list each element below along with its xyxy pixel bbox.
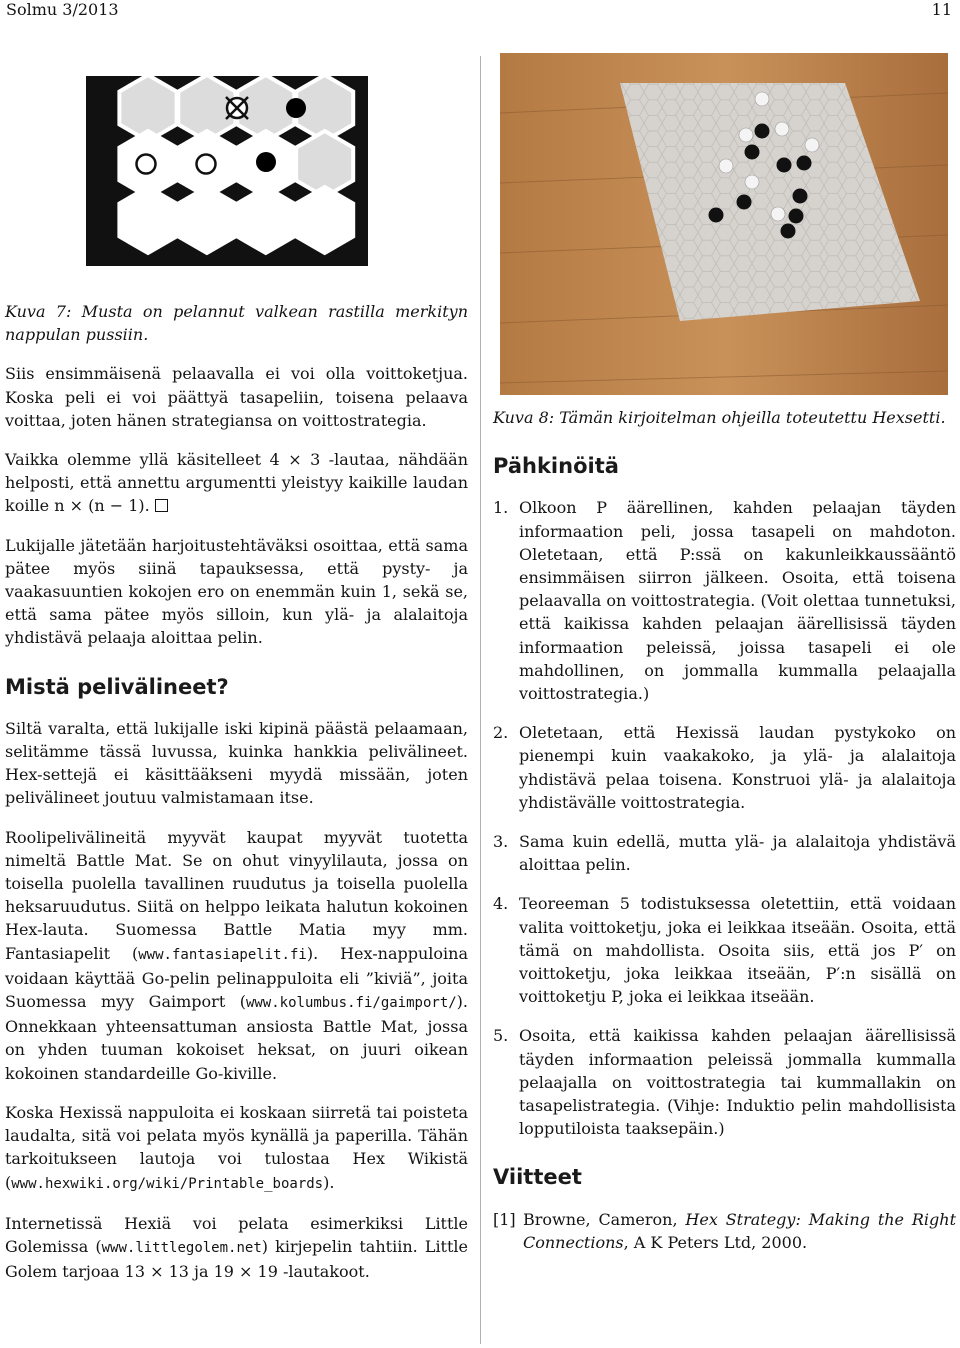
- paragraph: Vaikka olemme yllä käsitelleet 4 × 3 -lautaa, nähdään helposti, että annettu argumentti yleistyy kaikille laudan koille n × (n − 1).: [5, 450, 468, 516]
- paragraph: Siis ensimmäisenä pelaavalla ei voi olla voittoketjua. Koska peli ei voi päättyä tasapeliin, toisena pelaava voittaa, joten hänen strategiansa on voittostrategia.: [5, 364, 468, 430]
- puzzle-list: [493, 496, 956, 1140]
- figure-7-hex-board: [78, 76, 374, 266]
- hex-cell: [237, 187, 294, 253]
- paragraph: Lukijalle jätetään harjoitustehtäväksi osoittaa, että sama pätee myös siinä tapauksessa, että pysty- ja vaakasuuntien kokojen ero on enemmän kuin 1, sekä se, että sama pätee myös silloin, kun ylä- ja alalaitoja yhdistävä pelaaja aloittaa pelin.: [5, 535, 468, 648]
- list-item: 3. Sama kuin edellä, mutta ylä- ja alalaitoja yhdistävä aloittaa pelin.: [493, 832, 956, 875]
- section-heading: Viitteet: [493, 1165, 582, 1190]
- hex-cell: [296, 187, 353, 253]
- black-stone-icon: [286, 98, 306, 118]
- list-item: 4. Teoreeman 5 todistuksessa oletettiin, että voidaan valita voittoketju, joka ei leikkaa itseään. Osoita, että tämä on mahdollista. Osoita siis, että jos P′ on voittoketju, joka leikkaa itseään, P′:n sisällä on voittoketju P, joka ei leikkaa itseään.: [493, 894, 956, 1007]
- paragraph: Koska Hexissä nappuloita ei koskaan siirretä tai poisteta laudalta, sitä voi pelata myös kynällä ja paperilla. Tähän tarkoitukseen lautoja voi tulostaa Hex Wikistä (www.hexwiki.org/wiki/Printable_boards).: [5, 1102, 468, 1192]
- paragraph: Siltä varalta, että lukijalle iski kipinä päästä pelaamaan, selitämme tässä luvussa, kuinka hankkia pelivälineet. Hex-settejä ei käsittääkseni myydä missään, joten pelivälineet joutuu valmistamaan itse.: [5, 718, 468, 808]
- link-hexwiki[interactable]: www.hexwiki.org/wiki/Printable_boards: [11, 1175, 324, 1192]
- page-header: [0, 0, 960, 24]
- link-fantasiapelit[interactable]: www.fantasiapelit.fi: [138, 946, 307, 963]
- hex-cell: [119, 187, 176, 253]
- section-heading: Mistä pelivälineet?: [5, 674, 229, 699]
- paragraph: Internetissä Hexiä voi pelata esimerkiksi Little Golemissa (www.littlegolem.net) kirjepelin tahtiin. Little Golem tarjoaa 13 × 13 ja 19 × 19 -lautakoot.: [5, 1213, 469, 1282]
- qed-icon: [155, 499, 168, 512]
- hex-cell: [178, 187, 235, 253]
- figure-8-caption: Kuva 8: Tämän kirjoitelman ohjeilla toteutettu Hexsetti.: [493, 408, 946, 427]
- section-heading: Pähkinöitä: [493, 454, 619, 479]
- list-item: 5. Osoita, että kaikissa kahden pelaajan äärellisissä täyden informaation peleissä jommalla kummalla pelaajalla on voittostrategia tai kummallakin on tasapelistrategia. (Vihje: Induktio pelin mahdollisista lopputiloista taaksepäin.): [493, 1026, 956, 1139]
- figure-8-photo: [500, 53, 948, 395]
- list-item: 1. Olkoon P äärellinen, kahden pelaajan täyden informaation peli, jossa tasapeli on mahdoton. Oletetaan, että P:ssä on kakunleikkaussääntö ensimmäisen siirron jälkeen. Osoita, että toisena pelaavalla on voittostrategia. (Voit olettaa tunnetuksi, että kaikissa kahden pelaajan äärellisissä täyden informaation peleissä, joissa tasapeli ei ole mahdollinen, on jommalla kummalla pelaajalla voittostrategia.): [493, 498, 956, 704]
- journal-issue: Solmu 3/2013: [6, 0, 119, 19]
- link-littlegolem[interactable]: www.littlegolem.net: [101, 1239, 262, 1256]
- column-divider: [480, 56, 481, 1344]
- figure-7-caption: Kuva 7: Musta on pelannut valkean rastilla merkityn nappulan pussiin.: [5, 302, 468, 345]
- page-number: 11: [931, 0, 952, 19]
- crossed-white-stone-icon: [226, 97, 248, 119]
- list-item: 2. Oletetaan, että Hexissä laudan pystykoko on pienempi kuin vaakakoko, ja ylä- ja alalaitoja yhdistävä pelaa toisena. Konstruoi ylä- ja alalaitoja yhdistävälle voittostrategia.: [493, 723, 956, 812]
- left-column: [5, 300, 468, 1299]
- white-stone-icon: [137, 155, 156, 174]
- paragraph: Roolipelivälineitä myyvät kaupat myyvät tuotetta nimeltä Battle Mat. Se on ohut vinyylilauta, jossa on toisella puolella tavallinen ruudutus ja toisella puolella heksaruudutus. Siitä on helppo leikata halutun kokoinen Hex-lauta. Suomessa Battle Matia myy mm. Fantasiapelit (www.fantasiapelit.fi). Hex-nappuloina voidaan käyttää Go-pelin pelinappuloita eli ”kiviä”, joita Suomessa myy Gaimport (www.kolumbus.fi/gaimport/). Onnekkaan yhteensattuman ansiosta Battle Mat, jossa on yhden tuuman kokoiset heksat, on juuri oikean kokoinen standardeille Go-kiville.: [5, 827, 468, 1083]
- link-gaimport[interactable]: www.kolumbus.fi/gaimport/: [245, 995, 457, 1012]
- reference-item: [1] Browne, Cameron, Hex Strategy: Making the Right Connections, A K Peters Ltd, 2000.: [493, 1209, 957, 1252]
- right-column: [493, 406, 956, 1254]
- white-stone-icon: [197, 155, 216, 174]
- black-stone-icon: [256, 152, 276, 172]
